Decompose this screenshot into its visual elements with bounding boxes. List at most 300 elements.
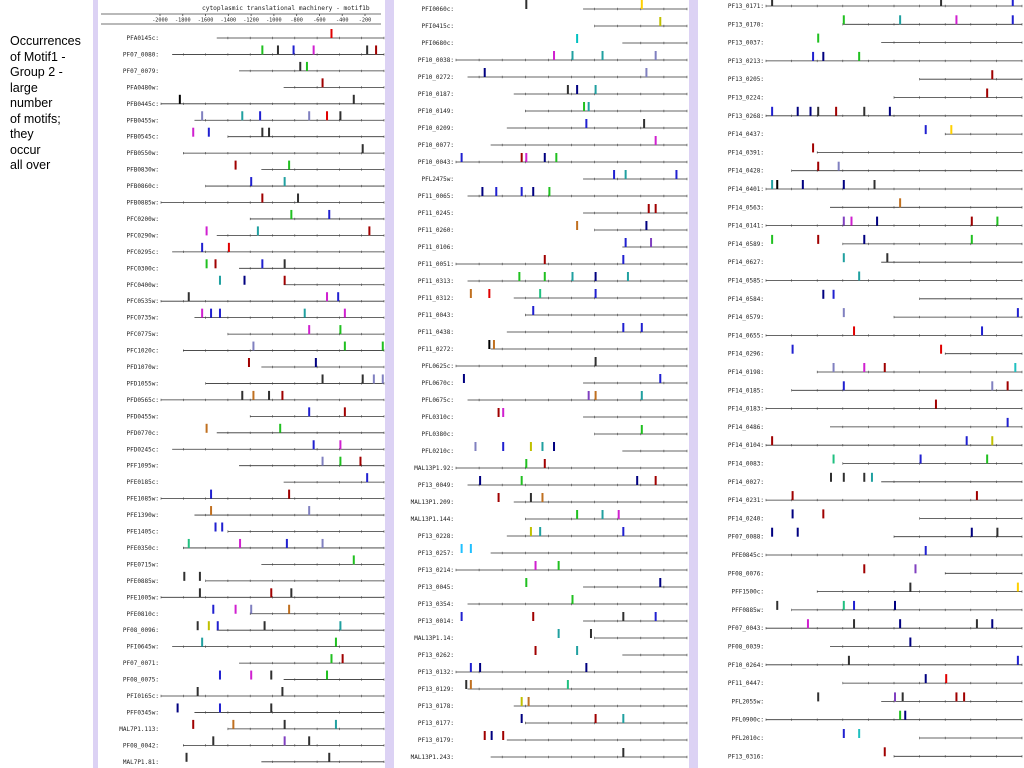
gene-label: PF10_0264: bbox=[727, 661, 764, 669]
motif-occurrence bbox=[902, 692, 904, 701]
motif-occurrence bbox=[544, 459, 546, 468]
gene-row bbox=[728, 473, 1022, 486]
gene-label: PFB0545c: bbox=[126, 133, 159, 141]
gene-row bbox=[728, 34, 1022, 47]
gene-row bbox=[418, 476, 687, 489]
gene-label: PF14_0027: bbox=[727, 478, 764, 486]
motif-occurrence bbox=[567, 680, 569, 689]
gene-row bbox=[728, 253, 1022, 266]
gene-row bbox=[126, 588, 384, 601]
axis-tick-label: -400 bbox=[335, 17, 349, 24]
motif-map-panel-1 bbox=[93, 0, 390, 768]
gene-row bbox=[731, 583, 1022, 596]
axis-tick-label: -200 bbox=[358, 17, 372, 24]
motif-occurrence bbox=[810, 107, 812, 116]
motif-occurrence bbox=[199, 572, 201, 581]
motif-occurrence bbox=[863, 473, 865, 482]
motif-occurrence bbox=[996, 217, 998, 226]
motif-occurrence bbox=[858, 729, 860, 738]
motif-occurrence bbox=[461, 544, 463, 553]
motif-occurrence bbox=[659, 578, 661, 587]
motif-occurrence bbox=[235, 161, 237, 170]
gene-label: PFA0145c: bbox=[126, 35, 159, 42]
motif-occurrence bbox=[817, 692, 819, 701]
motif-occurrence bbox=[382, 342, 384, 351]
motif-occurrence bbox=[894, 692, 896, 701]
motif-occurrence bbox=[572, 595, 574, 604]
motif-occurrence bbox=[812, 52, 814, 61]
gene-row bbox=[123, 753, 384, 766]
gene-row bbox=[728, 455, 1022, 468]
gene-label: PF14_0563: bbox=[727, 204, 764, 212]
gene-row bbox=[418, 731, 687, 744]
gene-row bbox=[421, 391, 687, 404]
gene-row bbox=[728, 509, 1022, 522]
motif-occurrence bbox=[843, 601, 845, 610]
motif-occurrence bbox=[963, 692, 965, 701]
gene-label: PF13_0171: bbox=[727, 3, 764, 10]
motif-occurrence bbox=[802, 180, 804, 189]
motif-occurrence bbox=[201, 111, 203, 120]
gene-row bbox=[728, 363, 1022, 376]
motif-occurrence bbox=[488, 340, 490, 349]
gene-label: PF07_0079: bbox=[122, 67, 159, 75]
caption-line: large bbox=[10, 80, 38, 95]
gene-label: PF11_0312: bbox=[417, 295, 454, 302]
motif-occurrence bbox=[645, 68, 647, 77]
gene-label: PFE1390w: bbox=[126, 512, 159, 520]
caption-line: they bbox=[10, 127, 34, 141]
motif-occurrence bbox=[270, 703, 272, 712]
gene-label: PFC0300c: bbox=[126, 265, 159, 273]
motif-occurrence bbox=[525, 578, 527, 587]
axis-tick-label: -600 bbox=[313, 17, 326, 24]
motif-occurrence bbox=[179, 95, 181, 104]
gene-label: PF13_0178: bbox=[417, 703, 454, 710]
motif-occurrence bbox=[675, 170, 677, 179]
gene-label: PFE0810c: bbox=[126, 610, 159, 618]
gene-row bbox=[728, 290, 1022, 303]
motif-occurrence bbox=[201, 309, 203, 318]
gene-row bbox=[418, 323, 687, 336]
motif-occurrence bbox=[558, 629, 560, 638]
gene-row bbox=[728, 143, 1022, 156]
motif-occurrence bbox=[335, 638, 337, 647]
motif-occurrence bbox=[955, 692, 957, 701]
motif-occurrence bbox=[493, 340, 495, 349]
gene-label: PFC0775w: bbox=[126, 331, 159, 339]
motif-occurrence bbox=[940, 345, 942, 354]
motif-occurrence bbox=[219, 309, 221, 318]
gene-row bbox=[418, 663, 687, 676]
gene-row bbox=[728, 638, 1022, 651]
motif-occurrence bbox=[344, 309, 346, 318]
gene-label: PF10_0043: bbox=[417, 159, 454, 166]
motif-occurrence bbox=[215, 259, 217, 268]
motif-occurrence bbox=[863, 363, 865, 372]
gene-row bbox=[421, 357, 687, 370]
motif-occurrence bbox=[991, 70, 993, 79]
gene-label: PF13_0045: bbox=[417, 584, 454, 591]
gene-label: PF13_0177: bbox=[417, 720, 454, 727]
motif-occurrence bbox=[366, 45, 368, 54]
gene-label: PF08_0039: bbox=[727, 643, 764, 651]
motif-occurrence bbox=[886, 253, 888, 262]
gene-label: PFE1085w: bbox=[126, 495, 159, 503]
gene-row bbox=[126, 358, 384, 371]
motif-occurrence bbox=[286, 539, 288, 548]
gene-label: PFD1055w: bbox=[126, 380, 159, 388]
axis-tick-label: -1600 bbox=[197, 17, 214, 24]
gene-row bbox=[123, 62, 384, 75]
gene-row bbox=[728, 162, 1022, 175]
motif-occurrence bbox=[359, 457, 361, 466]
gene-row bbox=[418, 119, 687, 132]
gene-label: PFD0245c: bbox=[126, 446, 159, 454]
gene-label: PF14_0083: bbox=[727, 460, 764, 468]
gene-label: PF10_0149: bbox=[417, 108, 454, 115]
motif-occurrence bbox=[833, 363, 835, 372]
motif-occurrence bbox=[971, 528, 973, 537]
motif-occurrence bbox=[281, 391, 283, 400]
motif-occurrence bbox=[252, 391, 254, 400]
motif-occurrence bbox=[976, 619, 978, 628]
motif-occurrence bbox=[797, 107, 799, 116]
motif-occurrence bbox=[583, 102, 585, 111]
motif-occurrence bbox=[461, 612, 463, 621]
motif-occurrence bbox=[192, 128, 194, 137]
motif-occurrence bbox=[817, 107, 819, 116]
motif-occurrence bbox=[925, 674, 927, 683]
gene-label: PFD0565c: bbox=[126, 396, 159, 404]
motif-occurrence bbox=[465, 680, 467, 689]
motif-occurrence bbox=[1017, 656, 1019, 665]
motif-occurrence bbox=[771, 107, 773, 116]
gene-row bbox=[418, 527, 687, 540]
motif-occurrence bbox=[622, 323, 624, 332]
motif-occurrence bbox=[308, 407, 310, 416]
motif-occurrence bbox=[625, 170, 627, 179]
motif-occurrence bbox=[382, 374, 384, 383]
motif-occurrence bbox=[481, 187, 483, 196]
motif-occurrence bbox=[899, 619, 901, 628]
gene-row bbox=[418, 697, 687, 710]
gene-row bbox=[418, 578, 687, 591]
gene-label: PF14_0185: bbox=[727, 387, 764, 395]
motif-occurrence bbox=[625, 238, 627, 247]
motif-occurrence bbox=[822, 290, 824, 299]
gene-row bbox=[728, 381, 1022, 394]
gene-row bbox=[421, 425, 687, 438]
gene-row bbox=[728, 198, 1022, 211]
motif-occurrence bbox=[284, 720, 286, 729]
motif-occurrence bbox=[771, 235, 773, 244]
gene-row bbox=[414, 459, 687, 472]
gene-row bbox=[421, 442, 687, 455]
motif-occurrence bbox=[518, 272, 520, 281]
gene-row bbox=[728, 52, 1022, 65]
gene-label: PFF0885w: bbox=[731, 606, 764, 614]
gene-label: PF11_0106: bbox=[417, 244, 454, 251]
motif-occurrence bbox=[215, 523, 217, 532]
motif-occurrence bbox=[641, 323, 643, 332]
gene-row bbox=[126, 226, 384, 239]
motif-occurrence bbox=[368, 226, 370, 235]
motif-occurrence bbox=[843, 381, 845, 390]
gene-label: MAL13P1.209: bbox=[410, 499, 454, 506]
motif-occurrence bbox=[259, 111, 261, 120]
motif-occurrence bbox=[281, 687, 283, 696]
motif-occurrence bbox=[627, 272, 629, 281]
motif-occurrence bbox=[539, 289, 541, 298]
gene-row bbox=[126, 605, 384, 618]
gene-label: MAL7P1.81: bbox=[122, 758, 159, 766]
gene-label: PF11_0051: bbox=[417, 261, 454, 268]
gene-row bbox=[418, 68, 687, 81]
motif-occurrence bbox=[284, 276, 286, 285]
motif-occurrence bbox=[339, 457, 341, 466]
motif-occurrence bbox=[595, 714, 597, 723]
motif-occurrence bbox=[532, 306, 534, 315]
motif-occurrence bbox=[595, 357, 597, 366]
gene-row bbox=[728, 345, 1022, 358]
gene-label: PF14_0391: bbox=[727, 149, 764, 157]
gene-row bbox=[126, 78, 384, 91]
motif-occurrence bbox=[909, 583, 911, 592]
gene-row bbox=[126, 128, 384, 141]
motif-occurrence bbox=[335, 720, 337, 729]
motif-occurrence bbox=[521, 153, 523, 162]
gene-label: PF11_0260: bbox=[417, 227, 454, 234]
motif-occurrence bbox=[655, 476, 657, 485]
gene-row bbox=[126, 506, 384, 519]
motif-occurrence bbox=[776, 180, 778, 189]
gene-row bbox=[123, 736, 384, 749]
motif-occurrence bbox=[313, 45, 315, 54]
gene-label: PFI0060c: bbox=[421, 6, 454, 13]
gene-label: PF08_0076: bbox=[727, 570, 764, 578]
motif-occurrence bbox=[590, 629, 592, 638]
caption-line: of Motif1 - bbox=[10, 49, 66, 64]
motif-occurrence bbox=[339, 621, 341, 630]
caption-line: of motifs; bbox=[10, 111, 61, 126]
motif-occurrence bbox=[197, 687, 199, 696]
motif-occurrence bbox=[807, 619, 809, 628]
gene-label: MAL13P1.243: bbox=[410, 754, 454, 761]
motif-occurrence bbox=[572, 51, 574, 60]
gene-label: PFF0345w: bbox=[126, 709, 159, 717]
motif-occurrence bbox=[991, 619, 993, 628]
motif-occurrence bbox=[945, 674, 947, 683]
motif-occurrence bbox=[250, 605, 252, 614]
motif-occurrence bbox=[479, 663, 481, 672]
gene-label: PFA0480w: bbox=[126, 84, 159, 92]
motif-occurrence bbox=[539, 527, 541, 536]
gene-row bbox=[126, 161, 384, 174]
motif-occurrence bbox=[850, 217, 852, 226]
motif-occurrence bbox=[548, 187, 550, 196]
gene-label: PF11_0065: bbox=[417, 193, 454, 200]
motif-occurrence bbox=[297, 194, 299, 203]
motif-occurrence bbox=[986, 89, 988, 98]
motif-occurrence bbox=[210, 309, 212, 318]
gene-label: PFL0625c: bbox=[421, 363, 454, 370]
motif-occurrence bbox=[899, 15, 901, 24]
motif-occurrence bbox=[498, 493, 500, 502]
gene-row bbox=[418, 272, 687, 285]
motif-occurrence bbox=[655, 136, 657, 145]
gene-row bbox=[418, 646, 687, 659]
gene-label: PF13_0268: bbox=[727, 112, 764, 120]
motif-occurrence bbox=[304, 309, 306, 318]
motif-occurrence bbox=[264, 621, 266, 630]
motif-occurrence bbox=[833, 455, 835, 464]
motif-occurrence bbox=[344, 342, 346, 351]
motif-occurrence bbox=[206, 424, 208, 433]
gene-label: PF10_0187: bbox=[417, 91, 454, 98]
gene-label: PF13_0228: bbox=[417, 533, 454, 540]
gene-label: PF13_0354: bbox=[417, 601, 454, 608]
motif-occurrence bbox=[279, 424, 281, 433]
gene-row bbox=[126, 144, 384, 157]
motif-occurrence bbox=[576, 85, 578, 94]
gene-label: PF13_0049: bbox=[417, 482, 454, 489]
gene-label: PFI0645w: bbox=[126, 643, 159, 651]
gene-label: PFB0445c: bbox=[126, 100, 159, 108]
gene-row bbox=[119, 720, 384, 733]
gene-label: PF14_0240: bbox=[727, 515, 764, 523]
gene-row bbox=[126, 523, 384, 536]
gene-label: PFD1070w: bbox=[126, 364, 159, 371]
gene-label: PFC0535w: bbox=[126, 298, 159, 306]
motif-occurrence bbox=[528, 697, 530, 706]
motif-occurrence bbox=[853, 601, 855, 610]
motif-occurrence bbox=[576, 34, 578, 43]
motif-occurrence bbox=[339, 111, 341, 120]
motif-occurrence bbox=[544, 153, 546, 162]
gene-label: PFC0290w: bbox=[126, 232, 159, 240]
motif-occurrence bbox=[284, 736, 286, 745]
motif-occurrence bbox=[858, 52, 860, 61]
gene-label: PFE0715w: bbox=[126, 561, 159, 569]
axis-tick-label: -1800 bbox=[174, 17, 191, 24]
gene-row bbox=[126, 638, 384, 651]
motif-occurrence bbox=[268, 391, 270, 400]
motif-occurrence bbox=[330, 654, 332, 663]
motif-occurrence bbox=[219, 276, 221, 285]
motif-occurrence bbox=[659, 374, 661, 383]
motif-occurrence bbox=[210, 490, 212, 499]
motif-occurrence bbox=[322, 457, 324, 466]
chart-title: cytoplasmic translational machinery - motif1b bbox=[202, 5, 370, 12]
gene-label: PF13_0257: bbox=[417, 550, 454, 557]
gene-row bbox=[126, 424, 384, 437]
gene-row bbox=[126, 292, 384, 305]
gene-row bbox=[418, 561, 687, 574]
motif-occurrence bbox=[498, 408, 500, 417]
motif-occurrence bbox=[853, 326, 855, 335]
gene-label: PF13_0014: bbox=[417, 618, 454, 625]
gene-row bbox=[126, 473, 384, 486]
motif-occurrence bbox=[192, 720, 194, 729]
motif-occurrence bbox=[470, 680, 472, 689]
gene-label: PFL2055w: bbox=[731, 698, 764, 706]
motif-occurrence bbox=[530, 527, 532, 536]
gene-row bbox=[728, 564, 1022, 577]
motif-occurrence bbox=[585, 663, 587, 672]
motif-occurrence bbox=[530, 442, 532, 451]
motif-occurrence bbox=[940, 0, 942, 6]
gene-row bbox=[728, 107, 1022, 120]
gene-row bbox=[126, 572, 384, 585]
motif-occurrence bbox=[488, 289, 490, 298]
motif-occurrence bbox=[339, 325, 341, 334]
gene-label: PF13_0213: bbox=[727, 57, 764, 65]
motif-occurrence bbox=[366, 473, 368, 482]
motif-occurrence bbox=[776, 601, 778, 610]
motif-occurrence bbox=[884, 363, 886, 372]
gene-label: PFI0415c: bbox=[421, 23, 454, 30]
gene-row bbox=[418, 153, 687, 166]
gene-row bbox=[421, 0, 687, 13]
motif-occurrence bbox=[648, 204, 650, 213]
motif-occurrence bbox=[330, 29, 332, 38]
motif-occurrence bbox=[835, 107, 837, 116]
motif-occurrence bbox=[1007, 418, 1009, 427]
motif-occurrence bbox=[843, 180, 845, 189]
gene-label: PFC0200w: bbox=[126, 215, 159, 223]
motif-occurrence bbox=[232, 720, 234, 729]
gene-label: PF14_0231: bbox=[727, 497, 764, 505]
motif-occurrence bbox=[221, 523, 223, 532]
gene-label: PF11_0245: bbox=[417, 210, 454, 217]
gene-row bbox=[418, 544, 687, 557]
motif-occurrence bbox=[339, 440, 341, 449]
gene-row bbox=[418, 187, 687, 200]
motif-occurrence bbox=[206, 226, 208, 235]
gene-row bbox=[421, 34, 687, 47]
gene-row bbox=[418, 612, 687, 625]
motif-occurrence bbox=[541, 493, 543, 502]
motif-occurrence bbox=[535, 561, 537, 570]
gene-row bbox=[123, 621, 384, 634]
gene-row bbox=[126, 309, 384, 322]
motif-occurrence bbox=[241, 111, 243, 120]
motif-occurrence bbox=[641, 425, 643, 434]
motif-occurrence bbox=[976, 491, 978, 500]
motif-map-panel-3 bbox=[693, 0, 1024, 768]
motif-occurrence bbox=[588, 391, 590, 400]
gene-row bbox=[418, 680, 687, 693]
motif-occurrence bbox=[822, 509, 824, 518]
gene-row bbox=[731, 729, 1022, 742]
gene-label: PF14_0437: bbox=[727, 131, 764, 139]
motif-occurrence bbox=[771, 436, 773, 445]
motif-occurrence bbox=[622, 748, 624, 757]
gene-row bbox=[411, 748, 687, 761]
motif-occurrence bbox=[219, 671, 221, 680]
gene-row bbox=[418, 85, 687, 98]
motif-occurrence bbox=[261, 45, 263, 54]
motif-occurrence bbox=[572, 272, 574, 281]
motif-occurrence bbox=[484, 731, 486, 740]
gene-label: PF14_0589: bbox=[727, 240, 764, 248]
motif-occurrence bbox=[252, 342, 254, 351]
gene-label: PFD0770c: bbox=[126, 429, 159, 437]
gene-label: PFE0885w: bbox=[126, 577, 159, 585]
motif-occurrence bbox=[208, 621, 210, 630]
motif-occurrence bbox=[889, 107, 891, 116]
